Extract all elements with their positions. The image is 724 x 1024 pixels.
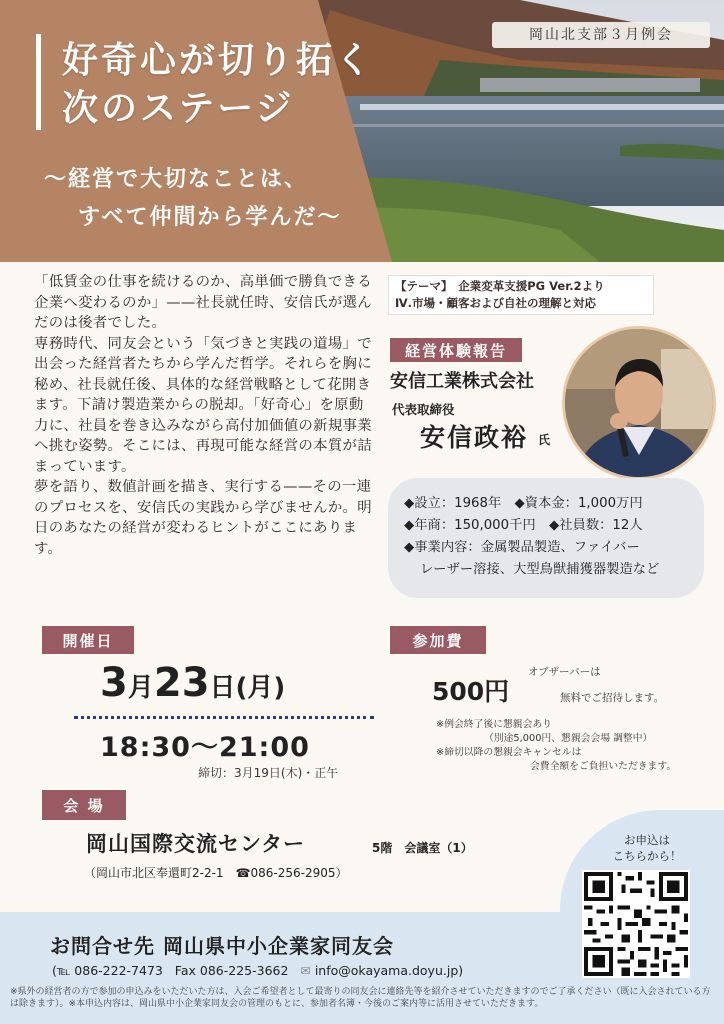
- intro-paragraph: 専務時代、同友会という「気づきと実践の道場」で出会った経営者たちから学んだ哲学。それらを胸に秘め、社長就任後、具体的な経営戦略として花開きます。下請け製造業からの脱却。「好奇心」を原動力に、社員を巻き込みながら高付加価値の新規事業へ挑む姿勢。そこには、再現可能な経営の本質が詰まっています。: [34, 335, 372, 475]
- observer-note: オブザーバーは: [528, 666, 601, 678]
- fee-amount: 500円: [432, 677, 510, 706]
- intro-paragraph: 夢を語り、数値計画を描き、実行する——その一連のプロセスを、安信氏の実践から学びませんか。明日のあなたの経営が変わるヒントがここにあります。: [34, 479, 372, 557]
- fee-note: ※締切以降の懇親会キャンセルは: [436, 747, 582, 758]
- date-day: 23: [153, 660, 210, 706]
- date-divider: [74, 716, 374, 719]
- profile-row: レーザー溶接、大型鳥獣捕獲器製造など: [420, 562, 660, 577]
- theme-line-1: 企業変革支援PG Ver.2より: [458, 279, 605, 293]
- fee-note: ※例会終了後に懇親会あり: [436, 719, 552, 730]
- subtitle-line-1: 〜経営で大切なことは、: [44, 167, 309, 192]
- qr-code-icon[interactable]: [582, 870, 690, 978]
- contact-title: お問合せ先 岡山県中小企業家同友会: [50, 934, 394, 958]
- fee-note: （別途5,000円、懇親会会場 調整中）: [484, 733, 653, 744]
- report-tag: 経営体験報告: [390, 338, 522, 362]
- theme-label: 【テーマ】: [395, 279, 447, 293]
- deadline: 締切：3月19日(木)・正午: [198, 766, 339, 780]
- apply-line-2: こちらから！: [612, 849, 682, 863]
- title-accent-bar: [36, 34, 41, 130]
- speaker-honorific: 氏: [538, 433, 551, 447]
- speaker-portrait: [562, 326, 716, 480]
- footnote: ※県外の経営者の方で参加の申込みをいただいた方は、入会ご希望者として最寄りの同友会に連絡先等を紹介させていただきますのでご了承ください（既に入会されている方は除きます）。※本申込内容は、岡山県中小企業家同友会の管理のもとに、参加者名簿・今後のご案内等に活用させていただきます。: [10, 987, 711, 1009]
- fax-label: Fax: [174, 963, 196, 978]
- venue-room: 5階 会議室（1）: [372, 841, 473, 855]
- profile-row: ◆年商：150,000千円 ◆社員数：12人: [404, 518, 643, 533]
- profile-row: ◆設立：1968年 ◆資本金：1,000万円: [404, 496, 643, 511]
- theme-box: [388, 275, 654, 315]
- event-date: [100, 660, 285, 706]
- venue-name: 岡山国際交流センター: [86, 832, 306, 856]
- title-line-2: 次のステージ: [62, 88, 295, 129]
- date-month-unit: 月: [127, 673, 154, 703]
- venue-address: （岡山市北区奉還町2-2-1 ☎086-256-2905）: [84, 866, 348, 880]
- apply-line-1: お申込は: [624, 833, 670, 847]
- intro-paragraph: 「低賃金の仕事を続けるのか、高単価で勝負できる企業へ変わるのか」——社長就任時、安信氏が選んだのは後者でした。: [34, 274, 372, 331]
- speaker-title: 代表取締役: [392, 402, 455, 417]
- fax-number: 086-225-3662: [199, 963, 289, 978]
- observer-note: 無料でご招待します。: [560, 692, 665, 704]
- title-line-1: 好奇心が切り拓く: [62, 40, 375, 81]
- company-name: 安信工業株式会社: [390, 371, 534, 392]
- intro-text: [34, 272, 374, 559]
- contact-details: [52, 963, 463, 978]
- chapter-badge: 岡山北支部３月例会: [492, 22, 710, 48]
- date-day-unit: 日: [209, 673, 236, 703]
- date-month: 3: [100, 660, 128, 706]
- speaker-name: 安信政裕: [420, 423, 529, 452]
- tel-number[interactable]: 086-222-7473: [74, 963, 163, 978]
- event-time: 18:30〜21:00: [100, 732, 310, 763]
- subtitle-line-2: すべて仲間から学んだ〜: [78, 205, 342, 230]
- date-tag: 開催日: [42, 626, 134, 654]
- apply-text: [592, 832, 702, 864]
- venue-tag: 会 場: [42, 790, 126, 820]
- tel-label: (℡: [52, 963, 71, 978]
- theme-line-2: Ⅳ.市場・顧客および自社の理解と対応: [395, 296, 597, 310]
- date-weekday: (月): [235, 673, 286, 703]
- fee-note: 会費全額をご負担いただきます。: [530, 761, 677, 772]
- mail-icon: ✉: [300, 963, 311, 978]
- email-link[interactable]: info@okayama.doyu.jp): [314, 963, 464, 978]
- fee-tag: 参加費: [390, 626, 486, 654]
- profile-row: ◆事業内容：金属製品製造、ファイバー: [404, 540, 640, 555]
